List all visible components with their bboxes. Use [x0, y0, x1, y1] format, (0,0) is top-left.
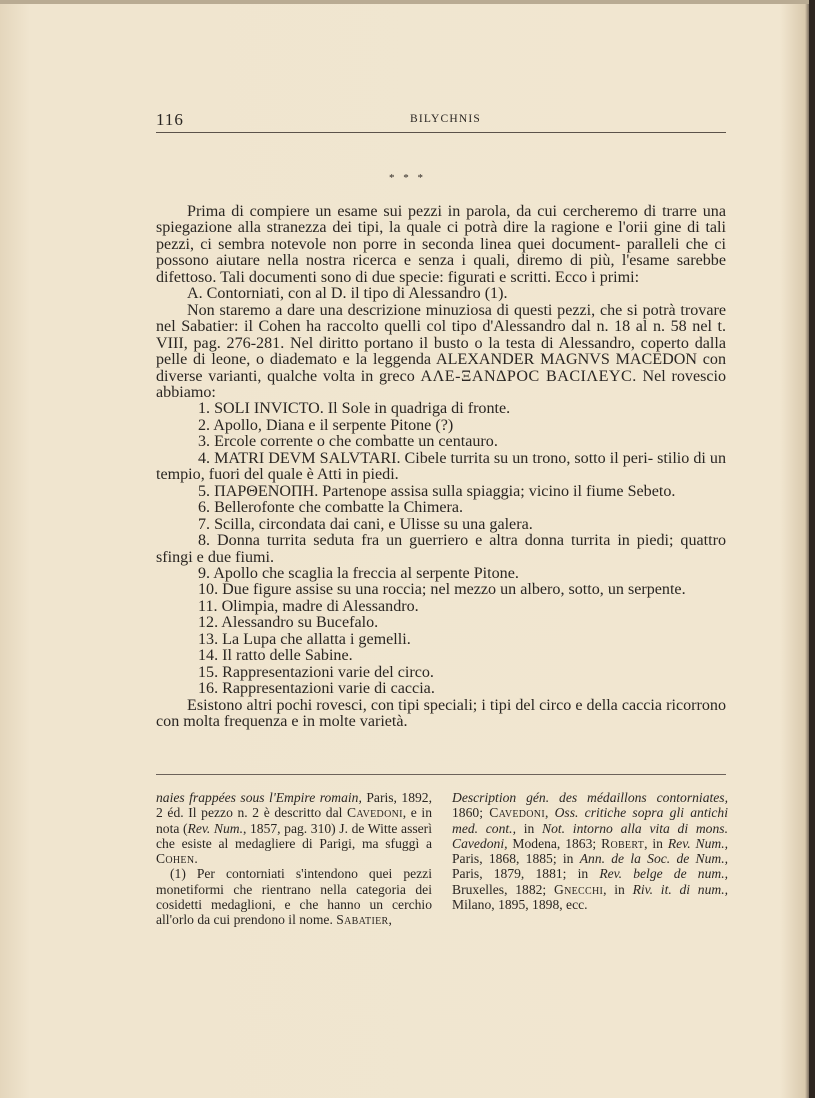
- journal-title: Riv. it. di num.,: [632, 881, 729, 897]
- section-asterism: * * *: [389, 172, 426, 184]
- page-number: 116: [156, 110, 184, 129]
- item-text: Il ratto delle Sabine.: [222, 647, 353, 665]
- footnote-text: Paris, 1879, 1881; in: [452, 866, 589, 882]
- footnote-text: (1) Per contorniati s'intendono quei pezzi monetiformi che rientrano nella categoria dei cosidetti medaglioni, e che hanno un cerchio all'orlo da cui prendono il nome.: [156, 866, 432, 928]
- description-tail: Nel rovescio abbiamo:: [156, 367, 727, 401]
- item-number: 15.: [198, 663, 219, 681]
- author-name: Sabatier: [336, 912, 389, 928]
- header-rule: [156, 132, 726, 133]
- item-number: 6.: [198, 499, 211, 517]
- list-item: [156, 632, 726, 648]
- item-text: Apollo, Diana e il serpente Pitone (?): [213, 416, 454, 434]
- item-number: 16.: [198, 680, 219, 698]
- item-number: 9.: [198, 564, 211, 582]
- list-item: [156, 418, 726, 434]
- item-number: 13.: [198, 630, 219, 648]
- author-name: Cohen: [156, 851, 195, 867]
- author-name: Cavedoni: [347, 805, 403, 821]
- footnote-text: in: [523, 820, 535, 836]
- item-text: Donna turrita seduta fra un guerriero e altra donna turrita in piedi; quattro sfingi e due fiumi.: [156, 532, 726, 566]
- description-text: Non staremo a dare una descrizione minuziosa di questi pezzi, che si potrà trovare nel Sabatier: il Cohen ha raccolto quelli col tipo d'Alessandro dal n. 18 al n. 58 nel t. VIII, pag. 276-281. Nel diritto portano il busto o la testa di Alessandro, coperto dalla pelle di leone, o diademato e la leggenda ALEXANDER MAGNVS MACEDON con diverse varianti, qualche volta in greco: [156, 301, 726, 385]
- list-item: [156, 582, 726, 598]
- list-item: [156, 615, 726, 631]
- description-paragraph: [156, 303, 726, 402]
- binding-edge: [809, 0, 815, 1098]
- footnote-text: , e in nota (: [156, 805, 433, 836]
- item-number: 5.: [198, 482, 211, 500]
- list-item: [156, 451, 726, 484]
- item-text: Ercole corrente o che combatte un centauro.: [214, 433, 498, 451]
- list-item: [156, 648, 726, 664]
- footnote-text: , in: [603, 881, 625, 897]
- footnote-text: Paris, 1892, 2 éd. Il pezzo n. 2 è descritto dal: [156, 790, 432, 821]
- item-text: MATRI DEVM SALVTARI. Cibele turrita su un trono, sotto il peri- stilio di un tempio, fuori del quale è Atti in piedi.: [156, 449, 726, 484]
- item-text: Apollo che scaglia la freccia al serpente Pitone.: [213, 564, 519, 582]
- footnote-column-left: [156, 790, 432, 928]
- item-text: Scilla, circondata dai cani, e Ulisse su una galera.: [214, 515, 533, 533]
- journal-title: Ann. de la Soc. de Num.,: [579, 851, 728, 867]
- list-item: [156, 484, 726, 500]
- item-text: Rappresentazioni varie di caccia.: [222, 680, 435, 698]
- list-item: [156, 500, 726, 516]
- item-number: 14.: [198, 647, 219, 665]
- closing-paragraph: Esistono altri pochi rovesci, con tipi speciali; i tipi del circo e della caccia ricorrono con molta frequenza e in molte varietà.: [156, 696, 726, 731]
- footnote-title: naies frappées sous l'Empire romain,: [156, 790, 362, 805]
- footnote-text: Paris, 1868, 1885; in: [452, 851, 574, 867]
- footnote-1: (1) Per contorniati s'intendono quei pezzi monetiformi che rientrano nella categoria dei cosidetti medaglioni, e che hanno un cerchio all'orlo da cui prendono il nome. Sabatier,: [156, 866, 432, 928]
- author-name: Gnecchi: [553, 881, 604, 897]
- footnote-text: 1860;: [452, 805, 483, 821]
- journal-title: Rev. belge de num.,: [599, 866, 728, 882]
- book-title: Not. intorno alla vita di mons. Cavedoni,: [452, 820, 728, 851]
- item-text: ΠΑΡΘΕΝΟΠΗ. Partenope assisa sulla spiaggia; vicino il fiume Sebeto.: [214, 482, 676, 500]
- item-text: Rappresentazioni varie del circo.: [222, 663, 434, 681]
- list-item: [156, 517, 726, 533]
- journal-title: Rev. Num.: [187, 820, 243, 836]
- greek-legend: ΑΛΕ-ΞΑΝΔΡΟC ΒΑCΙΛΕΥC.: [420, 367, 637, 385]
- page-header: [156, 110, 726, 132]
- item-number: 10.: [198, 581, 219, 599]
- footnote-text: Modena, 1863;: [512, 835, 597, 851]
- item-number: 7.: [198, 515, 211, 533]
- running-head: BILYCHNIS: [410, 113, 481, 125]
- footnote-text: , in: [644, 835, 663, 851]
- footnote-text: Milano, 1895, 1898, ecc.: [452, 897, 588, 913]
- reverse-types-list: [156, 401, 726, 697]
- item-text: Bellerofonte che combatte la Chimera.: [214, 499, 464, 517]
- list-item: [156, 434, 726, 450]
- book-title: Description gén. des médaillons contorniates,: [452, 790, 728, 805]
- item-number: 4.: [198, 449, 211, 467]
- footnote-bibliography: Description gén. des médaillons contorniates, 1860; Cavedoni, Oss. critiche sopra gli antichi med. cont., in Not. intorno alla vita di mons. Cavedoni, Modena, 1863; Robert, in Rev. Num., Paris, 1868, 1885; in Ann. de la Soc. de Num., Paris, 1879, 1881; in Rev. belge de num., Bruxelles, 1882; Gnecchi, in Riv. it. di num., Milano, 1895, 1898, ecc.: [452, 790, 729, 913]
- section-a-heading: A. Contorniati, con al D. il tipo di Alessandro (1).: [187, 285, 508, 303]
- list-item: [156, 599, 726, 615]
- item-number: 11.: [198, 597, 218, 615]
- item-number: 1.: [198, 400, 211, 418]
- intro-paragraph: Prima di compiere un esame sui pezzi in parola, da cui cercheremo di trarre una spiegazione alla stranezza dei tipi, la quale ci potrà dire la ragione e l'orii gine di tali pezzi, ci sembra notevole non porre in seconda linea quei document- paralleli che ci possono aiutare nella nostra ricerca e senza i quali, diremo di più, l'esame sarebbe difettoso. Tali documenti sono di due specie: figurati e scritti. Ecco i primi:: [156, 203, 726, 286]
- item-number: 2.: [198, 416, 211, 434]
- footnote-column-right: [452, 790, 728, 912]
- book-title: Oss. critiche sopra gli antichi med. cont.,: [452, 805, 728, 836]
- item-text: La Lupa che allatta i gemelli.: [222, 630, 411, 648]
- list-item: [156, 665, 726, 681]
- item-text: Olimpia, madre di Alessandro.: [221, 597, 419, 615]
- footnote-continued: naies frappées sous l'Empire romain, Paris, 1892, 2 éd. Il pezzo n. 2 è descritto dal Cavedoni, e in nota (Rev. Num., 1857, pag. 310) J. de Witte asserì che esiste al medagliere di Parigi, ma sfuggì a Cohen.: [156, 790, 433, 867]
- footnote-text: Bruxelles, 1882;: [452, 881, 547, 897]
- top-edge: [0, 0, 815, 4]
- item-text: SOLI INVICTO. Il Sole in quadriga di fronte.: [214, 400, 511, 418]
- item-number: 8.: [198, 532, 211, 550]
- item-text: Due figure assise su una roccia; nel mezzo un albero, sotto, un serpente.: [222, 581, 686, 599]
- author-name: Robert: [601, 835, 645, 851]
- list-item: [156, 533, 726, 566]
- main-text: [156, 204, 726, 731]
- author-name: Cavedoni: [489, 805, 545, 821]
- journal-title: Rev. Num.,: [667, 835, 728, 851]
- footnote-rule: [156, 774, 726, 775]
- list-item: [156, 681, 726, 697]
- item-number: 12.: [198, 614, 219, 632]
- item-text: Alessandro su Bucefalo.: [221, 614, 379, 632]
- item-number: 3.: [198, 433, 211, 451]
- footnote-text: , 1857, pag. 310) J. de Witte asserì che esiste al medagliere di Parigi, ma sfuggì a: [156, 820, 432, 851]
- list-item: [156, 401, 726, 417]
- list-item: [156, 566, 726, 582]
